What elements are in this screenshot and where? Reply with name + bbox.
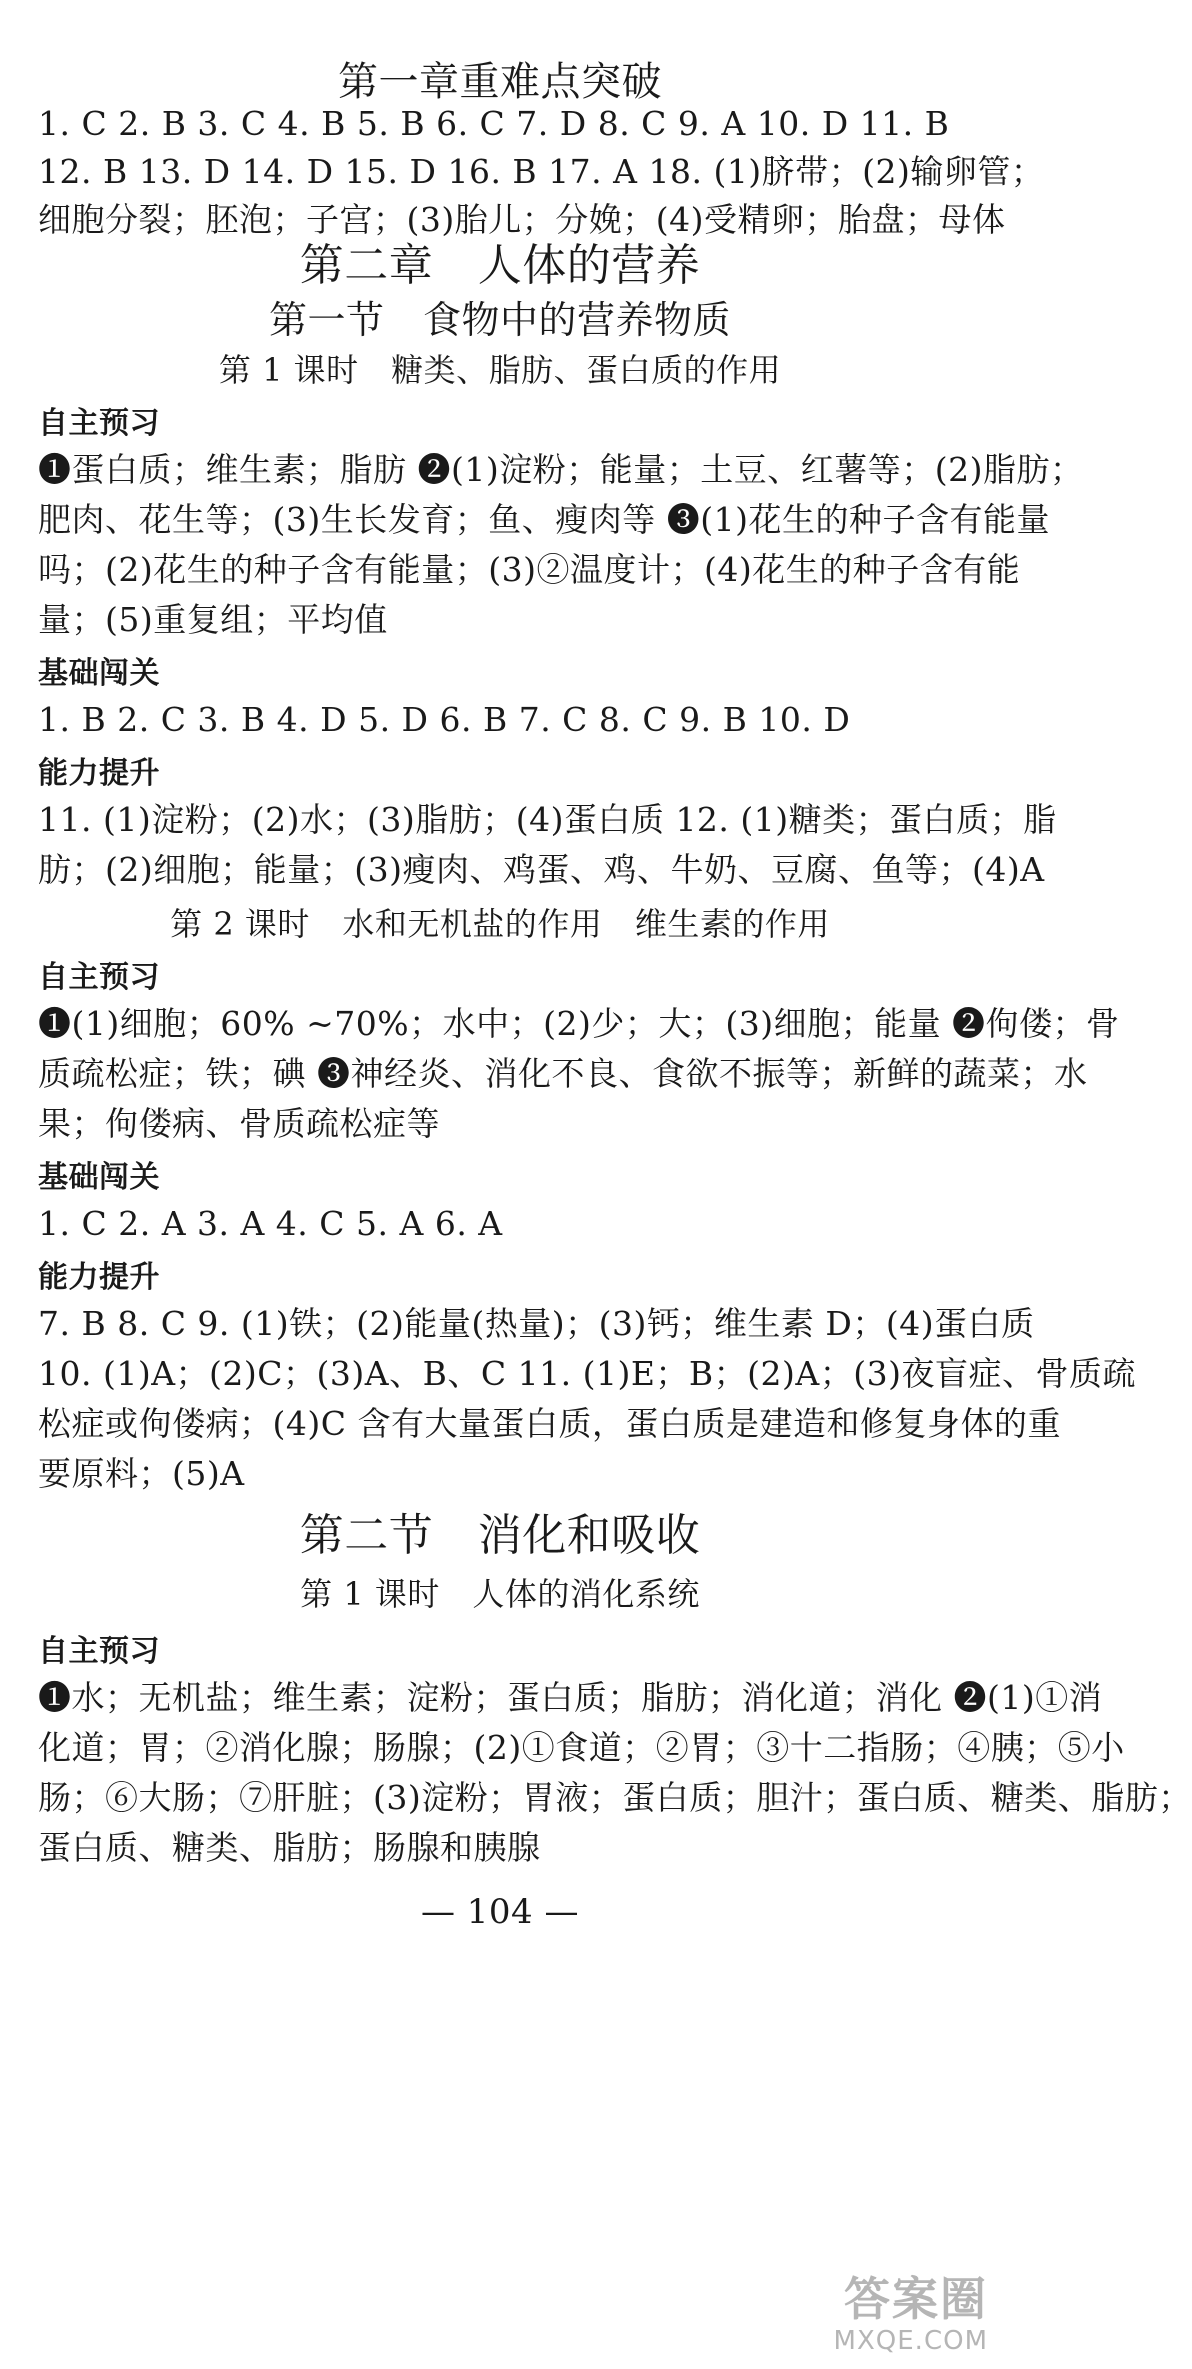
answer-line: 肠；⑥大肠；⑦肝脏；(3)淀粉；胃液；蛋白质；胆汁；蛋白质、糖类、脂肪； (38, 1778, 1192, 1817)
answer-line: 肥肉、花生等；(3)生长发育；鱼、瘦肉等 ❸(1)花生的种子含有能量 (38, 500, 1050, 539)
answer-line: 7. B 8. C 9. (1)铁；(2)能量(热量)；(3)钙；维生素 D；(4)蛋白质 (38, 1304, 1035, 1343)
part-label: 能力提升 (38, 756, 160, 791)
part-label: 自主预习 (38, 406, 160, 441)
answer-line: 要原料；(5)A (38, 1454, 245, 1493)
part-label: 能力提升 (38, 1260, 160, 1295)
chapter1-heading: 第一章重难点突破 (338, 59, 662, 105)
section-heading: 第二节 消化和吸收 (299, 1510, 701, 1561)
answer-line: 松症或佝偻病；(4)C 含有大量蛋白质，蛋白质是建造和修复身体的重 (38, 1404, 1061, 1443)
chapter2-heading: 第二章 人体的营养 (299, 240, 701, 291)
watermark-logo (788, 2272, 988, 2362)
answer-line: ❶水；无机盐；维生素；淀粉；蛋白质；脂肪；消化道；消化 ❷(1)①消 (38, 1678, 1103, 1717)
answer-line: 化道；胃；②消化腺；肠腺；(2)①食道；②胃；③十二指肠；④胰；⑤小 (38, 1728, 1125, 1767)
answer-line: 质疏松症；铁；碘 ❸神经炎、消化不良、食欲不振等；新鲜的蔬菜；水 (38, 1054, 1088, 1093)
part-label: 基础闯关 (38, 1160, 160, 1195)
part-label: 自主预习 (38, 1634, 160, 1669)
watermark-url: MXQE.COM (833, 2326, 988, 2356)
answer-line: 11. (1)淀粉；(2)水；(3)脂肪；(4)蛋白质 12. (1)糖类；蛋白质；脂 (38, 800, 1057, 839)
watermark-logo-text: 答案圈 (844, 2272, 988, 2326)
answer-line: ❶蛋白质；维生素；脂肪 ❷(1)淀粉；能量；土豆、红薯等；(2)脂肪； (38, 450, 1084, 489)
answer-line: 蛋白质、糖类、脂肪；肠腺和胰腺 (38, 1828, 541, 1867)
lesson-heading: 第 1 课时 人体的消化系统 (300, 1575, 700, 1613)
answer-line: 吗；(2)花生的种子含有能量；(3)②温度计；(4)花生的种子含有能 (38, 550, 1021, 589)
lesson-heading: 第 1 课时 糖类、脂肪、蛋白质的作用 (218, 351, 782, 389)
answer-line: 细胞分裂；胚泡；子宫；(3)胎儿；分娩；(4)受精卵；胎盘；母体 (38, 200, 1006, 239)
answer-line: 10. (1)A；(2)C；(3)A、B、C 11. (1)E；B；(2)A；(3)夜盲症、骨质疏 (38, 1354, 1136, 1393)
answer-line: 1. B 2. C 3. B 4. D 5. D 6. B 7. C 8. C 9. B 10. D (38, 700, 851, 739)
lesson-heading: 第 2 课时 水和无机盐的作用 维生素的作用 (170, 905, 830, 943)
answer-line: 12. B 13. D 14. D 15. D 16. B 17. A 18. (1)脐带；(2)输卵管； (38, 152, 1045, 191)
part-label: 自主预习 (38, 960, 160, 995)
page-number: — 104 — (420, 1892, 579, 1932)
answer-line: ❶(1)细胞；60% ~70%；水中；(2)少；大；(3)细胞；能量 ❷佝偻；骨 (38, 1004, 1120, 1043)
answer-line: 量；(5)重复组；平均值 (38, 600, 388, 639)
section-heading: 第一节 食物中的营养物质 (268, 298, 731, 342)
answer-line: 果；佝偻病、骨质疏松症等 (38, 1104, 440, 1143)
answer-line: 肪；(2)细胞；能量；(3)瘦肉、鸡蛋、鸡、牛奶、豆腐、鱼等；(4)A (38, 850, 1045, 889)
answer-line: 1. C 2. A 3. A 4. C 5. A 6. A (38, 1204, 503, 1243)
part-label: 基础闯关 (38, 656, 160, 691)
answer-line: 1. C 2. B 3. C 4. B 5. B 6. C 7. D 8. C 9. A 10. D 11. B (38, 104, 950, 143)
